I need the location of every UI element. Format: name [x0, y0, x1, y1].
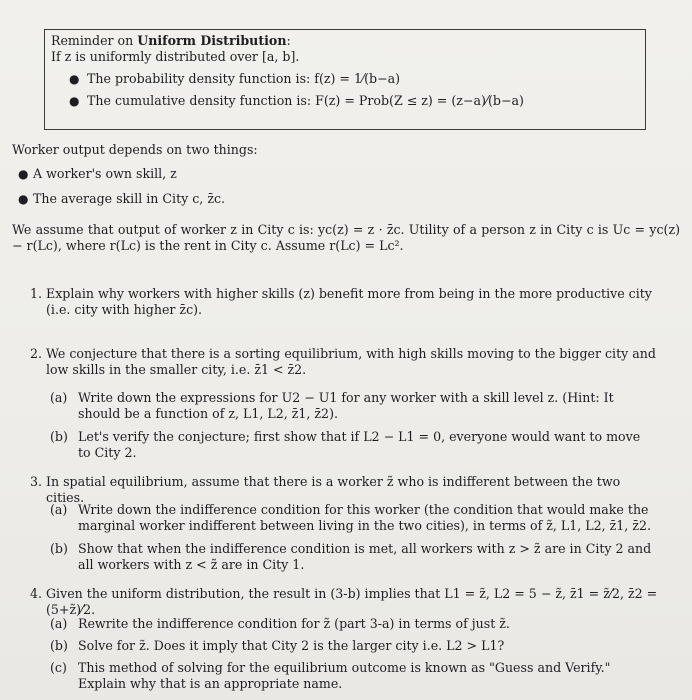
- intro-lead: Worker output depends on two things:: [12, 142, 258, 157]
- list-item: ● The average skill in City c, z̄c.: [18, 191, 226, 206]
- question-4b: (b) Solve for z̃. Does it imply that City 2 is the larger city i.e. L2 > L1?: [50, 638, 505, 653]
- list-item: ● A worker's own skill, z: [18, 166, 177, 181]
- reminder-title: Reminder on Uniform Distribution:: [51, 33, 291, 48]
- question-2a: (a) Write down the expressions for U2 − U1 for any worker with a skill level z. (Hint: It should be a function of z, L1, L2, z̄1, z̄2).: [50, 390, 614, 421]
- question-4a: (a) Rewrite the indifference condition for z̃ (part 3-a) in terms of just z̃.: [50, 616, 510, 631]
- bullet-icon: ●: [69, 72, 80, 86]
- question-3b: (b) Show that when the indifference condition is met, all workers with z > z̃ are in City 2 and all workers with z < z̃ are in City 1.: [50, 541, 652, 572]
- reminder-list: [51, 71, 639, 109]
- question-2b: (b) Let's verify the conjecture; first show that if L2 − L1 = 0, everyone would want to move to City 2.: [50, 429, 641, 460]
- bullet-icon: ●: [18, 192, 29, 206]
- question-2: 2. We conjecture that there is a sorting equilibrium, with high skills moving to the bigger city and low skills in the smaller city, i.e. z̄1 < z̄2.: [30, 346, 656, 377]
- list-item: [51, 93, 639, 109]
- list-item: [51, 71, 639, 87]
- bullet-icon: ●: [69, 94, 80, 108]
- bullet-icon: ●: [18, 167, 29, 181]
- question-3a: (a) Write down the indifference condition for this worker (the condition that would make the marginal worker indifferent between living in the two cities), in terms of z̃, L1, L2, z̄1, z̄2.: [50, 502, 651, 533]
- question-4c: (c) This method of solving for the equilibrium outcome is known as "Guess and Verify." Explain why that is an appropriate name.: [50, 660, 611, 691]
- question-4: 4. Given the uniform distribution, the result in (3-b) implies that L1 = z̃, L2 = 5 − z̃, z̄1 = z̃⁄2, z̄2 = (5+z̃)⁄2.: [30, 586, 658, 617]
- question-1: 1. Explain why workers with higher skills (z) benefit more from being in the more productive city (i.e. city with higher z̄c).: [30, 286, 652, 317]
- reminder-intro: If z is uniformly distributed over [a, b].: [51, 49, 300, 64]
- intro-list: [0, 166, 660, 207]
- cdf-text: The cumulative density function is: F(z) = Prob(Z ≤ z) = (z−a)⁄(b−a): [87, 93, 524, 108]
- question-3: 3. In spatial equilibrium, assume that there is a worker z̃ who is indifferent between the two cities.: [30, 474, 621, 505]
- reminder-box: [44, 29, 646, 130]
- model-paragraph: We assume that output of worker z in City c is: yc(z) = z · z̄c. Utility of a person z in City c is Uc = yc(z) − r(Lc), where r(Lc) is the rent in City c. Assume r(Lc) = Lc².: [12, 222, 680, 253]
- pdf-text: The probability density function is: f(z) = 1⁄(b−a): [87, 71, 401, 86]
